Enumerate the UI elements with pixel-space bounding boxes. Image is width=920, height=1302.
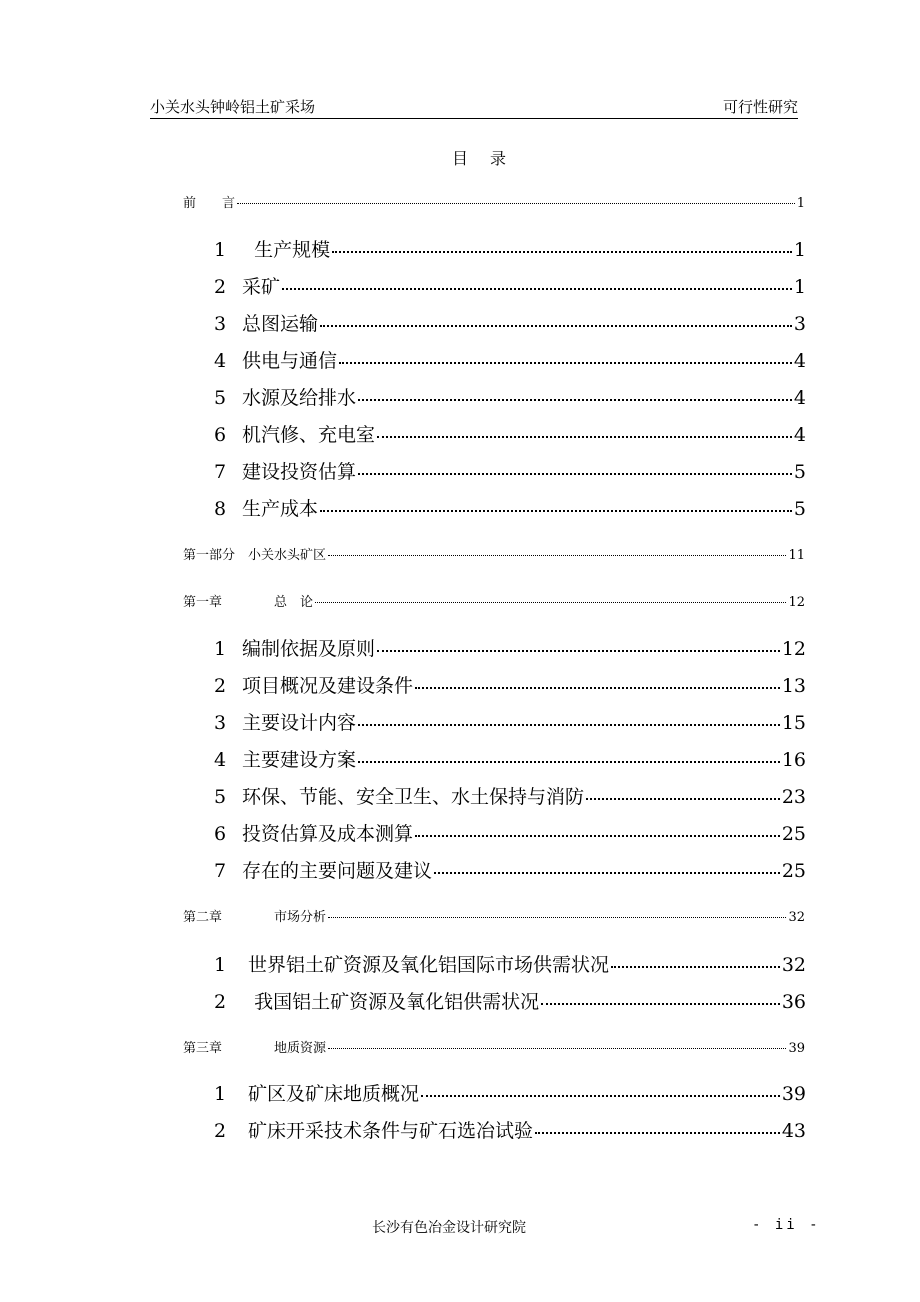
toc-leader-dots <box>358 761 780 763</box>
toc-entry-number: 5 <box>214 786 227 808</box>
toc-entry[interactable] <box>214 235 806 262</box>
toc-entry-label: 总图运输 <box>242 313 319 335</box>
toc-entry-page: 5 <box>793 461 806 483</box>
toc-leader-dots <box>320 510 792 512</box>
toc-entry-number: 7 <box>214 860 227 882</box>
toc-leader-dots <box>358 724 780 726</box>
toc-entry-label: 前 言 <box>183 196 236 211</box>
toc-entry-label: 采矿 <box>242 276 281 298</box>
toc-entry-page: 1 <box>793 239 806 261</box>
toc-entry[interactable] <box>214 346 806 373</box>
toc-entry-label: 矿床开采技术条件与矿石选冶试验 <box>242 1120 534 1142</box>
toc-entry-page: 16 <box>781 749 806 771</box>
toc-entry-number: 8 <box>214 498 227 520</box>
toc-entry[interactable] <box>214 671 806 698</box>
toc-entry[interactable] <box>214 950 806 977</box>
header-doc-type: 可行性研究 <box>722 98 798 116</box>
toc-entry-page: 3 <box>793 313 806 335</box>
toc-entry-page: 4 <box>793 350 806 372</box>
toc-leader-dots <box>320 325 792 327</box>
toc-entry-page: 4 <box>793 424 806 446</box>
toc-entry-page: 1 <box>793 276 806 298</box>
header-project-name: 小关水头钟岭铝土矿采场 <box>150 98 316 116</box>
toc-leader-dots <box>358 399 792 401</box>
toc-leader-dots <box>377 436 792 438</box>
toc-entry-label: 项目概况及建设条件 <box>242 675 414 697</box>
toc-entry[interactable] <box>183 906 805 925</box>
toc-entry-label: 矿区及矿床地质概况 <box>242 1083 420 1105</box>
toc-entry[interactable] <box>214 782 806 809</box>
toc-entry-label: 第三章 地质资源 <box>183 1041 327 1056</box>
toc-entry-number: 2 <box>214 1120 227 1142</box>
toc-title: 目录 <box>451 149 528 168</box>
toc-entry[interactable] <box>214 634 806 661</box>
toc-entry-page: 32 <box>781 954 806 976</box>
toc-leader-dots <box>586 798 780 800</box>
toc-entry-label: 主要设计内容 <box>242 712 357 734</box>
toc-leader-dots <box>421 1095 780 1097</box>
toc-entry-number: 1 <box>214 239 227 261</box>
toc-leader-dots <box>328 555 786 556</box>
toc-leader-dots <box>415 687 780 689</box>
toc-entry-label: 第二章 市场分析 <box>183 910 327 925</box>
toc-entry-page: 13 <box>781 675 806 697</box>
toc-entry[interactable] <box>214 1116 806 1143</box>
toc-leader-dots <box>434 872 780 874</box>
toc-leader-dots <box>328 1048 786 1049</box>
toc-entry-number: 6 <box>214 823 227 845</box>
toc-entry-page: 32 <box>788 910 805 925</box>
toc-entry[interactable] <box>214 309 806 336</box>
toc-entry-number: 2 <box>214 276 227 298</box>
toc-entry-number: 4 <box>214 350 227 372</box>
toc-leader-dots <box>358 473 792 475</box>
toc-entry-label: 世界铝土矿资源及氧化铝国际市场供需状况 <box>242 954 610 976</box>
toc-entry-page: 23 <box>781 786 806 808</box>
toc-entry[interactable] <box>214 383 806 410</box>
toc-entry-page: 12 <box>781 638 806 660</box>
toc-entry[interactable] <box>183 1037 805 1056</box>
toc-leader-dots <box>237 203 795 204</box>
toc-entry-page: 1 <box>796 196 805 211</box>
toc-entry-page: 25 <box>781 860 806 882</box>
toc-entry-page: 4 <box>793 387 806 409</box>
page-footer <box>0 1217 920 1241</box>
toc-entry-label: 生产规模 <box>242 239 331 261</box>
toc-entry[interactable] <box>183 192 805 211</box>
footer-page-number: - ii - <box>752 1217 821 1233</box>
toc-entry-number: 7 <box>214 461 227 483</box>
toc-entry-number: 1 <box>214 638 227 660</box>
toc-entry-label: 环保、节能、安全卫生、水土保持与消防 <box>242 786 585 808</box>
toc-entry-number: 3 <box>214 712 227 734</box>
toc-entry-page: 43 <box>781 1120 806 1142</box>
toc-entry-number: 2 <box>214 675 227 697</box>
toc-entry-number: 2 <box>214 991 227 1013</box>
toc-entry-number: 1 <box>214 1083 227 1105</box>
toc-entry-page: 15 <box>781 712 806 734</box>
toc-entry-page: 5 <box>793 498 806 520</box>
toc-entry-label: 水源及给排水 <box>242 387 357 409</box>
toc-leader-dots <box>328 917 786 918</box>
toc-entry-page: 39 <box>788 1041 805 1056</box>
toc-leader-dots <box>535 1132 780 1134</box>
toc-leader-dots <box>611 966 780 968</box>
toc-entry-number: 1 <box>214 954 227 976</box>
toc-entry-label: 生产成本 <box>242 498 319 520</box>
toc-entry[interactable] <box>214 708 806 735</box>
toc-entry[interactable] <box>214 457 806 484</box>
toc-entry-label: 存在的主要问题及建议 <box>242 860 433 882</box>
toc-entry[interactable] <box>214 272 806 299</box>
toc-entry-number: 3 <box>214 313 227 335</box>
toc-leader-dots <box>415 835 780 837</box>
toc-entry[interactable] <box>214 420 806 447</box>
toc-leader-dots <box>332 251 792 253</box>
toc-entry-label: 建设投资估算 <box>242 461 357 483</box>
toc-entry-label: 供电与通信 <box>242 350 338 372</box>
toc-entry[interactable] <box>183 591 805 610</box>
toc-entry[interactable] <box>214 856 806 883</box>
toc-entry[interactable] <box>214 987 806 1014</box>
toc-leader-dots <box>282 288 792 290</box>
toc-entry-label: 投资估算及成本测算 <box>242 823 414 845</box>
toc-entry[interactable] <box>214 1079 806 1106</box>
toc-entry-page: 25 <box>781 823 806 845</box>
footer-institute: 长沙有色冶金设计研究院 <box>372 1220 526 1236</box>
toc-leader-dots <box>541 1003 780 1005</box>
toc-entry[interactable] <box>183 544 805 563</box>
toc-entry-page: 11 <box>788 548 805 563</box>
toc-entry-label: 第一部分 小关水头矿区 <box>183 548 327 563</box>
toc-leader-dots <box>315 602 786 603</box>
toc-entry-label: 我国铝土矿资源及氧化铝供需状况 <box>242 991 540 1013</box>
toc-entry[interactable] <box>214 494 806 521</box>
toc-entry-label: 编制依据及原则 <box>242 638 376 660</box>
toc-entry-label: 第一章 总 论 <box>183 595 314 610</box>
toc-leader-dots <box>377 650 780 652</box>
toc-entry-page: 36 <box>781 991 806 1013</box>
toc-entry-label: 机汽修、充电室 <box>242 424 376 446</box>
toc-entry[interactable] <box>214 745 806 772</box>
toc-entry-number: 4 <box>214 749 227 771</box>
toc-entry-page: 12 <box>788 595 805 610</box>
toc-entry-number: 5 <box>214 387 227 409</box>
toc-entry-page: 39 <box>781 1083 806 1105</box>
toc-leader-dots <box>339 362 792 364</box>
toc-entry[interactable] <box>214 819 806 846</box>
toc-entry-label: 主要建设方案 <box>242 749 357 771</box>
toc-entry-number: 6 <box>214 424 227 446</box>
